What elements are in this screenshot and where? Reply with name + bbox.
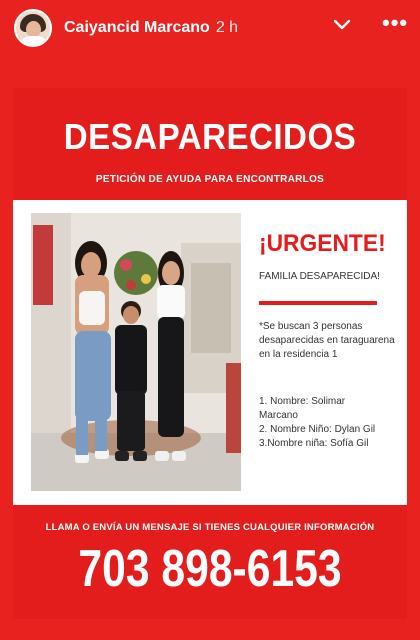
chevron-down-icon[interactable] — [333, 18, 351, 32]
call-to-action: LLAMA O ENVÍA UN MENSAJE SI TIENES CUALQUIER INFORMACIÓN — [45, 522, 375, 533]
phone-number: 703 898-6153 — [78, 540, 342, 598]
missing-persons-poster — [13, 88, 407, 619]
poster-subtitle: PETICIÓN DE AYUDA PARA ENCONTRARLOS — [95, 174, 325, 185]
urgent-label: ¡URGENTE! — [259, 230, 386, 257]
avatar[interactable] — [14, 9, 52, 47]
poster-header — [13, 88, 407, 200]
story-username[interactable]: Caiyancid Marcano — [64, 19, 210, 36]
family-photo — [31, 213, 241, 491]
names-list — [259, 395, 405, 451]
poster-footer — [13, 505, 407, 619]
divider — [259, 301, 377, 305]
name-line: 2. Nombre Niño: Dylan Gil — [259, 424, 376, 435]
more-options-icon[interactable]: ••• — [382, 10, 409, 35]
name-line: Marcano — [259, 410, 298, 421]
search-note: *Se buscan 3 personas desaparecidas en taraguarena en la residencia 1 — [259, 321, 395, 360]
story-time: 2 h — [215, 19, 239, 36]
familia-label: FAMILIA DESAPARECIDA! — [259, 271, 380, 282]
poster-title: DESAPARECIDOS — [63, 116, 357, 157]
story-header — [0, 0, 420, 56]
name-line: 3.Nombre niña: Sofía Gil — [259, 438, 369, 449]
name-line: 1. Nombre: Solimar — [259, 396, 346, 407]
